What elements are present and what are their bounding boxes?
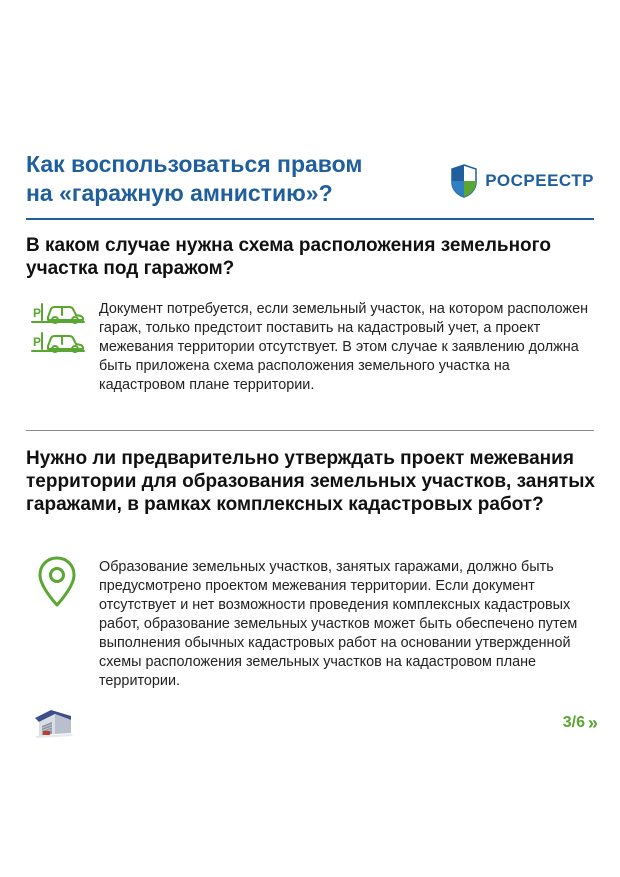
question-1: В каком случае нужна схема расположения земельного участка под гаражом?	[26, 235, 551, 279]
page-header	[26, 150, 594, 216]
answer-1: Документ потребуется, если земельный участок, на котором расположен гараж, только предстоит поставить на кадастровый учет, а проект межевания территории отсутствует. В этом случае к заявлению должна быть приложена схема расположения земельного участка на кадастровом плане территории.	[99, 301, 589, 393]
page-indicator[interactable]	[563, 714, 598, 732]
page-title-line-2: на «гаражную амнистию»?	[26, 180, 333, 206]
section-divider	[26, 430, 594, 431]
answer-2: Образование земельных участков, занятых гаражами, должно быть предусмотрено проектом межевания территории. Если документ отсутствует и нет возможности проведения комплексных кадастровых работ, образование земельных участков может быть обеспечено путем выполнения обычных кадастровых работ на основании утвержденной схемы расположения земельных участков на кадастровом плане территории.	[99, 559, 578, 689]
header-divider	[26, 218, 594, 220]
page-counter: 3/6	[562, 714, 585, 731]
next-arrow-icon[interactable]: »	[587, 713, 598, 733]
parking-cars-icon	[30, 298, 86, 356]
page-title-line-1: Как воспользоваться правом	[26, 151, 363, 177]
svg-text:P: P	[33, 335, 42, 349]
garage-icon	[31, 706, 75, 738]
map-pin-icon	[38, 556, 76, 608]
page-title	[26, 150, 426, 208]
rosreestr-logo	[449, 164, 594, 198]
question-2: Нужно ли предварительно утверждать проект межевания территории для образования земельных участков, занятых гаражами, в рамках комплексных кадастровых работ?	[26, 448, 595, 515]
brand-name: РОСРЕЕСТР	[485, 171, 594, 190]
svg-text:P: P	[33, 306, 42, 320]
rosreestr-emblem-icon	[449, 164, 479, 198]
